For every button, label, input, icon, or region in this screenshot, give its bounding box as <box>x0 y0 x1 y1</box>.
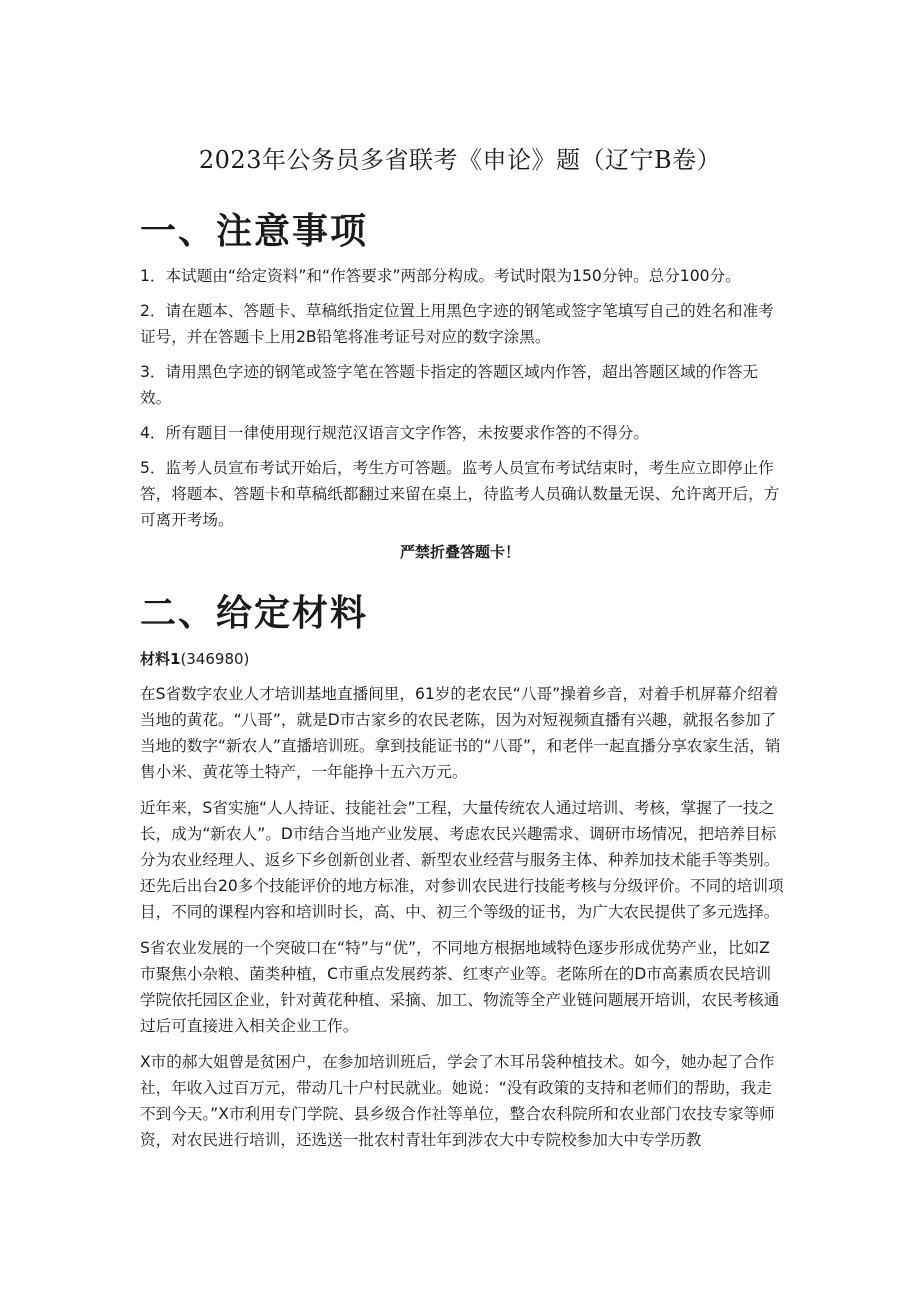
material-label-name: 材料1 <box>140 650 181 668</box>
material-paragraph: 近年来，S省实施“人人持证、技能社会”工程，大量传统农人通过培训、考核，掌握了一技之长，成为“新农人”。D市结合当地产业发展、考虑农民兴趣需求、调研市场情况，把培养目标分为农业经理人、返乡下乡创新创业者、新型农业经营与服务主体、种养加技术能手等类别。还先后出台20多个技能评价的地方标准，对参训农民进行技能考核与分级评价。不同的培训项目，不同的课程内容和培训时长，高、中、初三个等级的证书，为广大农民提供了多元选择。 <box>140 799 784 921</box>
section-heading-materials: 二、给定材料 <box>140 592 369 634</box>
material-code: (346980) <box>180 650 250 668</box>
notice-item: 5．监考人员宣布考试开始后，考生方可答题。监考人员宣布考试结束时，考生应立即停止作答，将题本、答题卡和草稿纸都翻过来留在桌上，待监考人员确认数量无误、允许离开后，方可离开考场。 <box>140 459 780 529</box>
document-title: 2023年公务员多省联考《申论》题（辽宁B卷） <box>198 146 722 174</box>
material-body <box>140 681 785 1163</box>
notice-item: 2．请在题本、答题卡、草稿纸指定位置上用黑色字迹的钢笔或签字笔填写自己的姓名和准考证号，并在答题卡上用2B铅笔将准考证号对应的数字涂黑。 <box>140 302 774 346</box>
notice-item: 1．本试题由“给定资料”和“作答要求”两部分构成。考试时限为150分钟。总分100分。 <box>140 267 741 285</box>
notice-item: 3．请用黑色字迹的钢笔或签字笔在答题卡指定的答题区域内作答，超出答题区域的作答无效。 <box>140 363 759 407</box>
material-label <box>140 647 249 671</box>
warning-text: 严禁折叠答题卡！ <box>399 543 520 561</box>
notice-list <box>140 263 785 542</box>
notice-item: 4．所有题目一律使用现行规范汉语言文字作答，未按要求作答的不得分。 <box>140 424 649 442</box>
material-paragraph: 在S省数字农业人才培训基地直播间里，61岁的老农民“八哥”操着乡音，对着手机屏幕介绍着当地的黄花。“八哥”，就是D市古家乡的农民老陈，因为对短视频直播有兴趣，就报名参加了当地的数字“新农人”直播培训班。拿到技能证书的“八哥”，和老伴一起直播分享农家生活，销售小米、黄花等土特产，一年能挣十五六万元。 <box>140 685 781 781</box>
material-paragraph: S省农业发展的一个突破口在“特”与“优”，不同地方根据地域特色逐步形成优势产业，比如Z市聚焦小杂粮、菌类种植，C市重点发展药茶、红枣产业等。老陈所在的D市高素质农民培训学院依托园区企业，针对黄花种植、采摘、加工、物流等全产业链问题展开培训，农民考核通过后可直接进入相关企业工作。 <box>140 939 780 1035</box>
material-paragraph: X市的郝大姐曾是贫困户，在参加培训班后，学会了木耳吊袋种植技术。如今，她办起了合作社，年收入过百万元，带动几十户村民就业。她说：“没有政策的支持和老师们的帮助，我走不到今天。”X市利用专门学院、县乡级合作社等单位，整合农科院所和农业部门农技专家等师资，对农民进行培训，还选送一批农村青壮年到涉农大中专院校参加大中专学历教 <box>140 1053 775 1149</box>
section-heading-notice: 一、注意事项 <box>140 210 369 252</box>
